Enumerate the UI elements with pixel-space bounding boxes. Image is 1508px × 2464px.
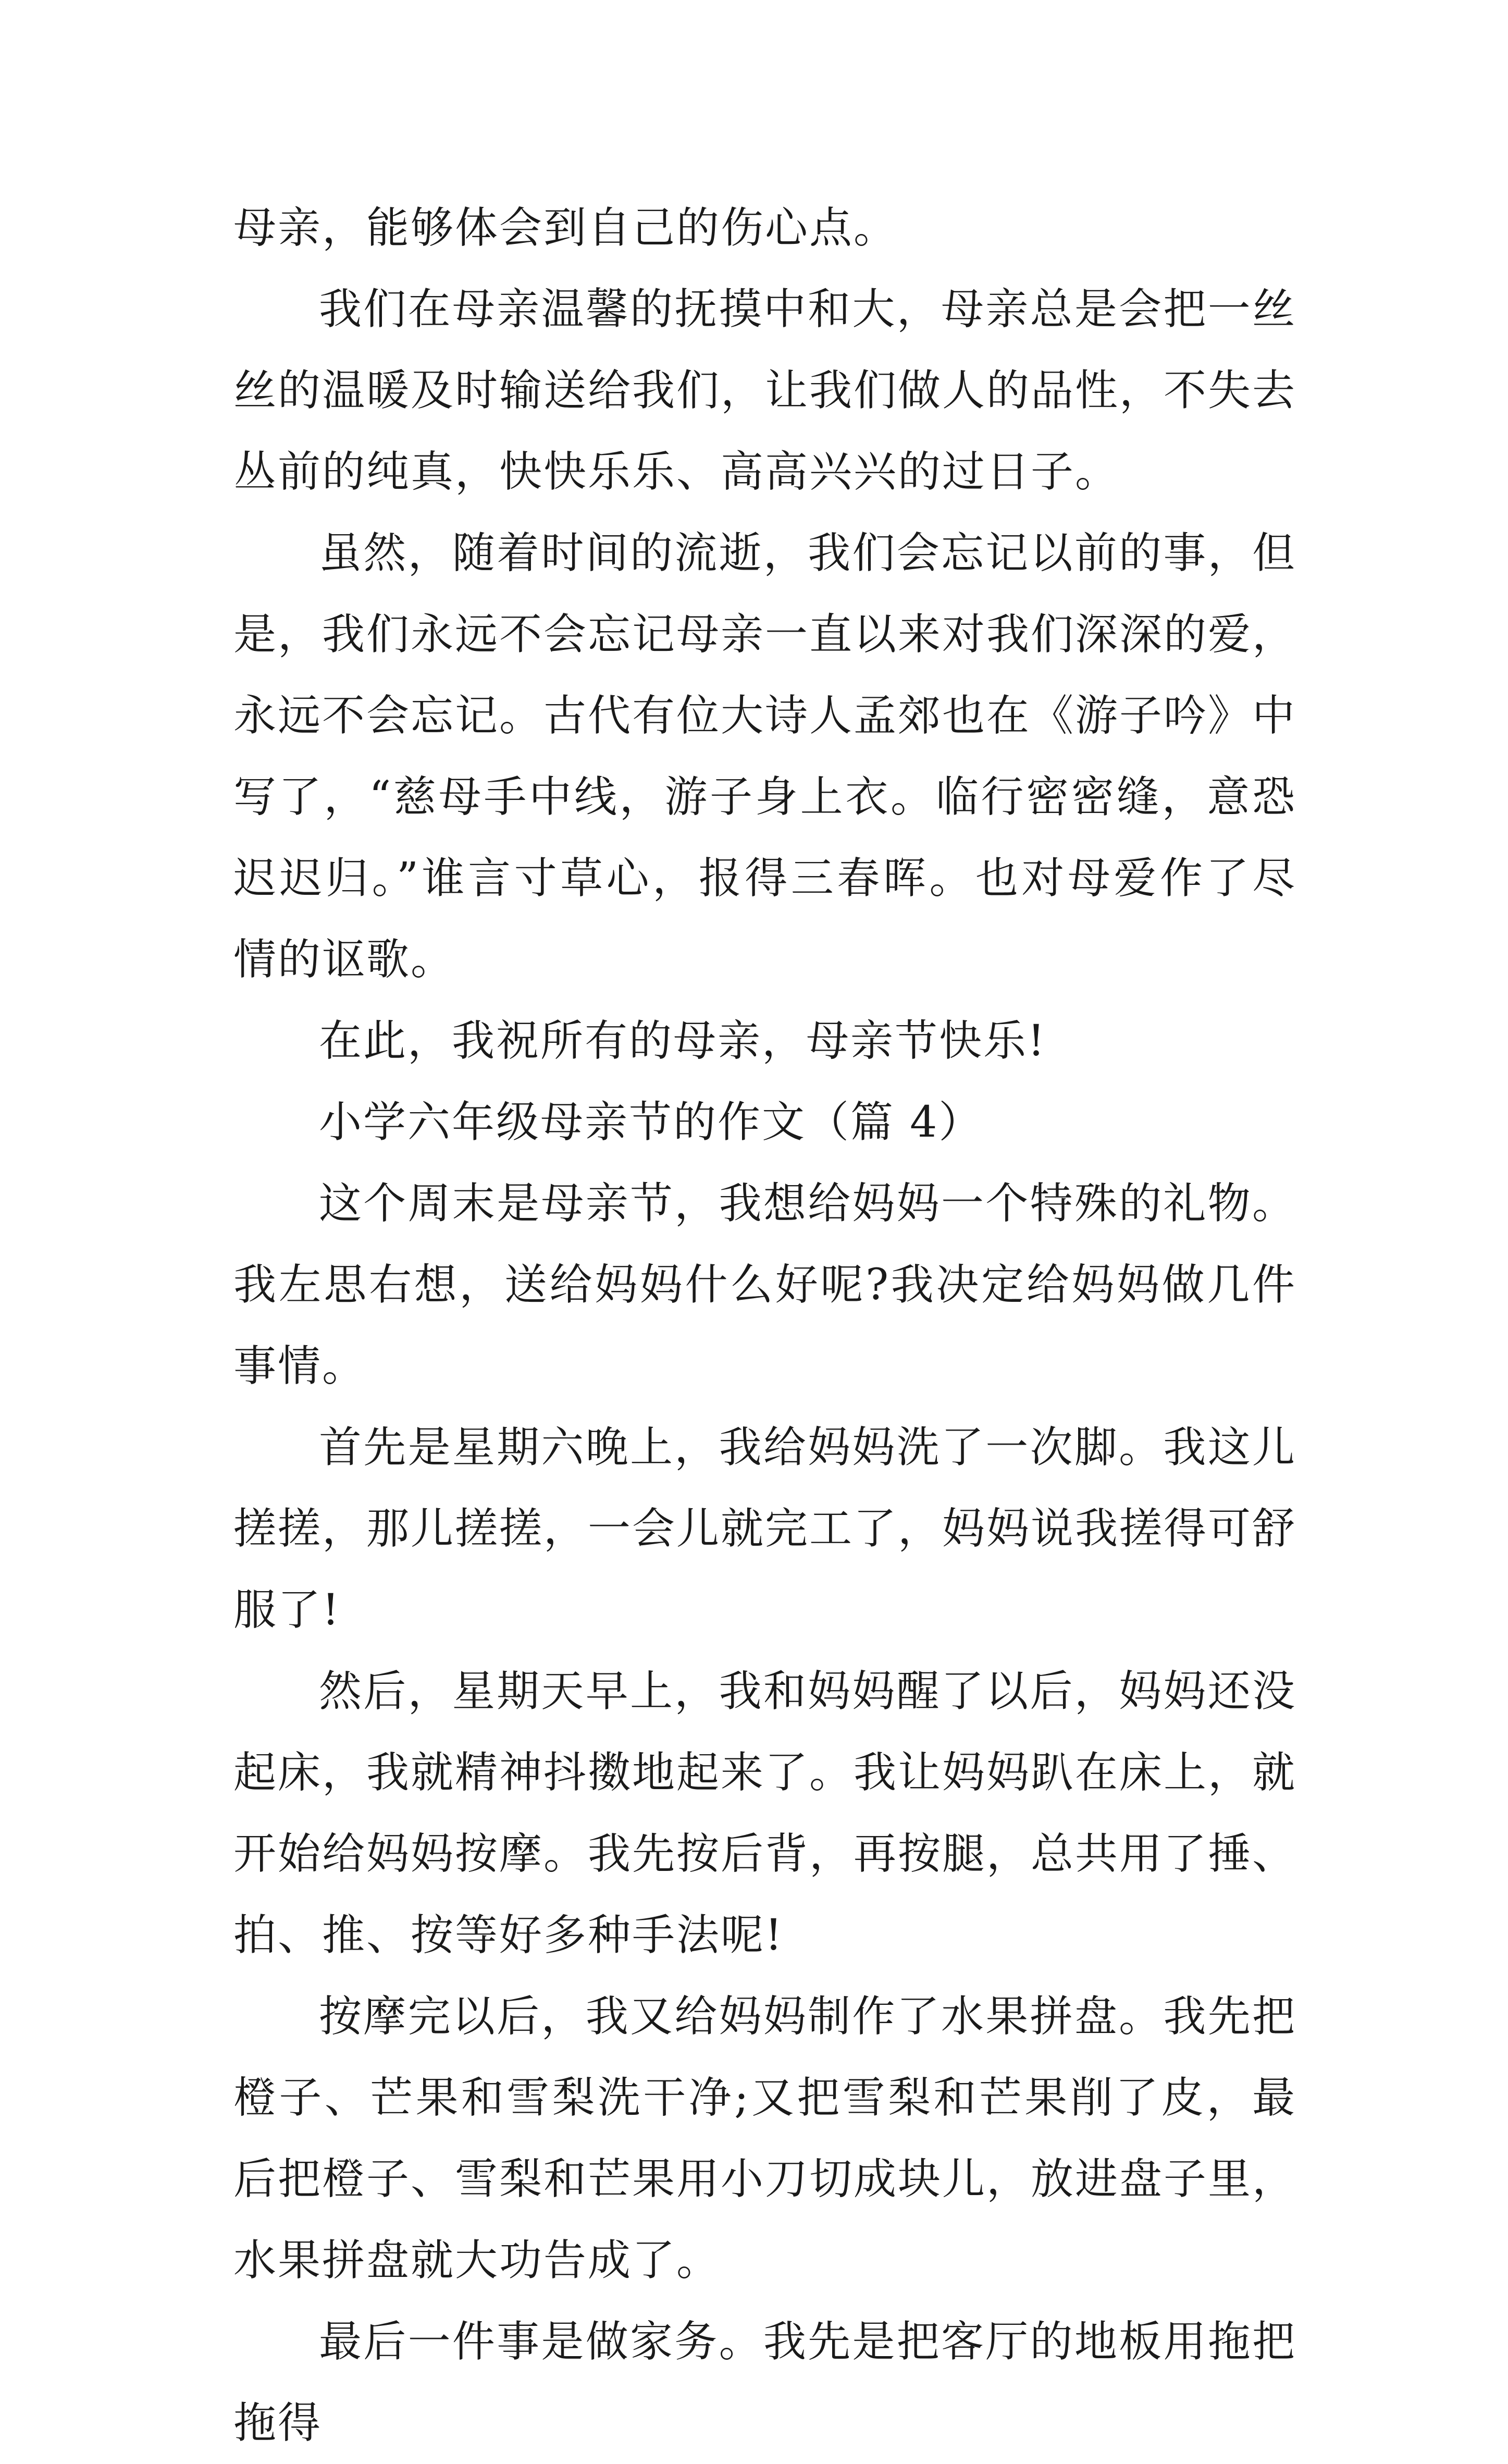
paragraph-7: 首先是星期六晚上，我给妈妈洗了一次脚。我这儿搓搓，那儿搓搓，一会儿就完工了，妈妈说我搓得可舒服了! xyxy=(233,1423,1297,1635)
paragraph-9: 按摩完以后，我又给妈妈制作了水果拼盘。我先把橙子、芒果和雪梨洗干净;又把雪梨和芒果削了皮，最后把橙子、雪梨和芒果用小刀切成块儿，放进盘子里，水果拼盘就大功告成了。 xyxy=(233,1992,1297,2285)
paragraph-3: 虽然，随着时间的流逝，我们会忘记以前的事，但是，我们永远不会忘记母亲一直以来对我们深深的爱，永远不会忘记。古代有位大诗人孟郊也在《游子吟》中写了，“慈母手中线，游子身上衣。临行密密缝，意恐迟迟归。”谁言寸草心，报得三春晖。也对母爱作了尽情的讴歌。 xyxy=(233,528,1297,984)
paragraph-6: 这个周末是母亲节，我想给妈妈一个特殊的礼物。我左思右想，送给妈妈什么好呢?我决定给妈妈做几件事情。 xyxy=(233,1179,1296,1391)
body-text xyxy=(233,188,1296,2464)
paragraph-4: 在此，我祝所有的母亲，母亲节快乐! xyxy=(319,1016,1046,1066)
paragraph-8: 然后，星期天早上，我和妈妈醒了以后，妈妈还没起床，我就精神抖擞地起来了。我让妈妈趴在床上，就开始给妈妈按摩。我先按后背，再按腿，总共用了捶、拍、推、按等好多种手法呢! xyxy=(233,1667,1297,1960)
paragraph-10: 最后一件事是做家务。我先是把客厅的地板用拖把拖得 xyxy=(233,2317,1296,2448)
section-heading: 小学六年级母亲节的作文（篇 4） xyxy=(319,1098,983,1147)
paragraph-2: 我们在母亲温馨的抚摸中和大，母亲总是会把一丝丝的温暖及时输送给我们，让我们做人的品性，不失去丛前的纯真，快快乐乐、高高兴兴的过日子。 xyxy=(233,285,1297,497)
paragraph-1: 母亲，能够体会到自己的伤心点。 xyxy=(233,203,898,253)
